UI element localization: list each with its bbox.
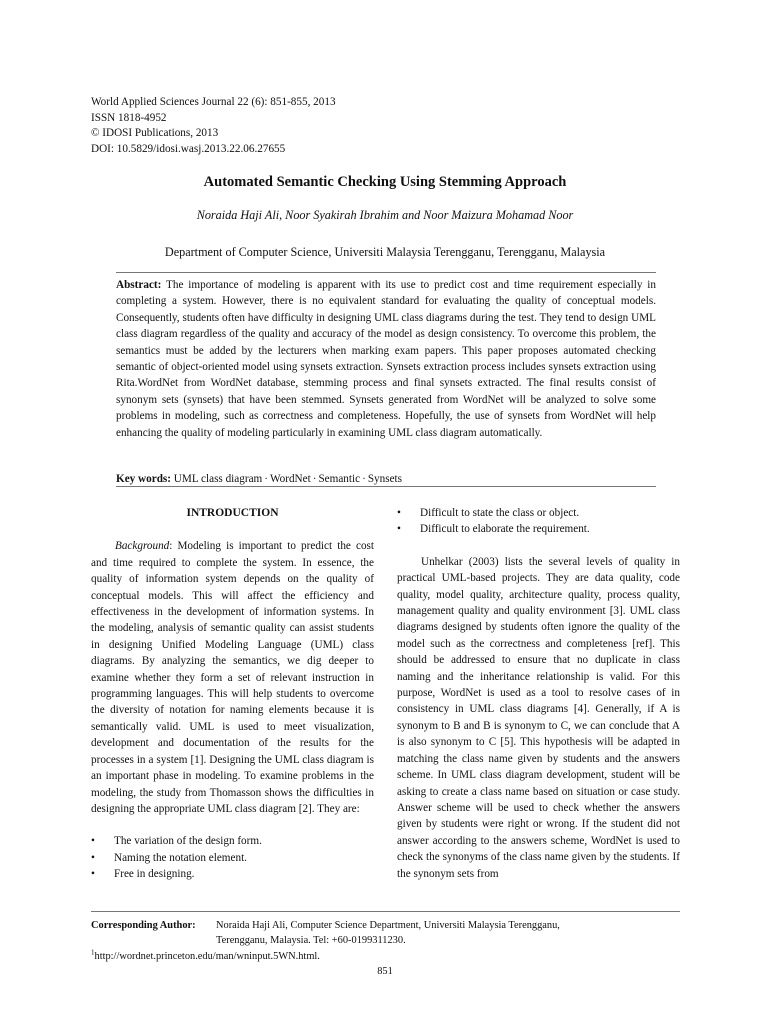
- footnote-mark: 1: [91, 948, 95, 957]
- bullet: •: [397, 523, 401, 536]
- footer: [91, 918, 691, 964]
- abstract-bottom-rule: [116, 486, 656, 487]
- keyword: Semantic: [318, 473, 361, 485]
- keywords-label: Key words:: [116, 473, 171, 485]
- issn: ISSN 1818-4952: [91, 111, 167, 124]
- list-item-text: Free in designing.: [114, 868, 195, 881]
- background-text: : Modeling is important to predict the cost and time required to complete the system. In essence, the quality of information system depends on the quality of conceptual models. This will affect the efficiency and effectiveness in the development of information systems. In the modeling, analysis of semantic quality can assist students in designing Unified Modeling Language (UML) class diagrams. By analyzing the semantics, we dig deeper to examine whether they form a set of relevant instruction in programming languages. This will help students to overcome the diversity of notation for naming elements because it is semantically valid. UML is used to meet visualization, development and documentation of the results for the processes in a system [1]. Designing the UML class diagram is an important phase in modeling. To examine problems in the modeling, the study from Thomasson shows the difficulties in designing the appropriate UML class diagram [2]. They are:: [91, 540, 374, 815]
- keywords: [116, 472, 656, 486]
- corresponding-author: [91, 918, 691, 933]
- list-item-text: Difficult to elaborate the requirement.: [420, 523, 590, 536]
- keyword-separator: ·: [362, 473, 366, 485]
- section-heading-introduction: INTRODUCTION: [186, 507, 279, 519]
- list-item: [91, 866, 374, 882]
- list-item: [91, 833, 374, 849]
- keyword: UML class diagram: [173, 473, 263, 485]
- keyword: Synsets: [367, 473, 403, 485]
- corresponding-line-1: Noraida Haji Ali, Computer Science Department, Universiti Malaysia Terengganu,: [216, 920, 560, 931]
- abstract-top-rule: [116, 272, 656, 273]
- paragraph-gap: [397, 538, 680, 554]
- journal-citation: World Applied Sciences Journal 22 (6): 851-855, 2013: [91, 96, 336, 108]
- abstract: [116, 277, 656, 441]
- bullet: •: [91, 835, 95, 848]
- list-item-text: Difficult to state the class or object.: [420, 507, 580, 519]
- journal-header: [91, 95, 336, 157]
- page-number: 851: [377, 966, 393, 977]
- difficulty-list-continued: [397, 505, 680, 538]
- footnote-url: http://wordnet.princeton.edu/man/wninput.5WN.html.: [94, 950, 320, 962]
- bullet: •: [397, 507, 401, 519]
- corresponding-label: Corresponding Author:: [91, 920, 196, 931]
- keyword-separator: ·: [312, 473, 317, 485]
- bullet: •: [91, 851, 95, 864]
- authors: Noraida Haji Ali, Noor Syakirah Ibrahim and Noor Maizura Mohamad Noor: [196, 208, 574, 222]
- bullet: •: [91, 868, 95, 881]
- footer-rule: [91, 911, 680, 912]
- list-item-text: Naming the notation element.: [114, 851, 247, 864]
- list-item: [397, 521, 680, 537]
- left-column: [91, 505, 374, 883]
- abstract-label: Abstract:: [116, 279, 162, 291]
- list-item: [91, 850, 374, 866]
- difficulty-list: [91, 833, 374, 882]
- paper-title: Automated Semantic Checking Using Stemming Approach: [203, 174, 567, 190]
- copyright: © IDOSI Publications, 2013: [91, 127, 219, 139]
- list-item: [397, 505, 680, 521]
- abstract-text: The importance of modeling is apparent with its use to predict cost and time requirement especially in completing a system. However, there is no equivalent standard for evaluating the quality of conceptual models. Consequently, students often have difficulty in designing UML class diagrams during the test. They tend to design UML class diagram regardless of the quality and accuracy of the model as design consistency. To overcome this problem, the semantics must be added by the lecturers when marking exam papers. This paper proposes automated checking semantic of object-oriented model using synsets extraction. Synsets extraction process includes synsets extraction using Rita.WordNet from WordNet database, stemming process and final synsets extracted. The final results consist of synonym sets (synsets) that have been stemmed. Synsets generated from WordNet will be analyzed to solve some problems in modeling, such as correctness and completeness. Hopefully, the use of synsets from WordNet will help enhancing the quality of modeling particularly in examining UML class diagram automatically.: [116, 279, 656, 439]
- background-paragraph: [91, 538, 374, 817]
- doi: DOI: 10.5829/idosi.wasj.2013.22.06.27655: [91, 142, 286, 155]
- quality-paragraph: Unhelkar (2003) lists the several levels of quality in practical UML-based projects. They are data quality, code quality, model quality, architecture quality, process quality, management quality and quality environment [3]. UML class diagrams designed by students often ignore the quality of the model such as the correctness and completeness [ref]. This should be addressed to ensure that no duplicate in class naming and the inheritance relationship is valid. For this purpose, WordNet is used as a tool to resolve cases of in consistency in UML class diagrams [4]. Generally, if A is synonym to B and B is synonym to C, we can conclude that A is also synonym to C [5]. This hypothesis will be adapted in matching the class name given by students and the answers scheme. In UML class diagram development, student will be asking to create a class name based on situation or case study. Answer scheme will be used to check whether the answers given by students were right or wrong. If the student did not answer according to the answers scheme, WordNet is used to check the synonyms of the class name given by the students. If the synonym sets from: [397, 555, 680, 880]
- affiliation: Department of Computer Science, Universiti Malaysia Terengganu, Terengganu, Malaysia: [164, 245, 606, 259]
- keyword: WordNet: [269, 473, 311, 485]
- keyword-separator: ·: [264, 473, 268, 485]
- corresponding-line-2: Terengganu, Malaysia. Tel: +60-0199311230.: [216, 935, 406, 947]
- footnote: [91, 949, 691, 964]
- background-label: Background: [115, 540, 170, 553]
- list-item-text: The variation of the design form.: [114, 835, 262, 848]
- right-column: [397, 505, 680, 882]
